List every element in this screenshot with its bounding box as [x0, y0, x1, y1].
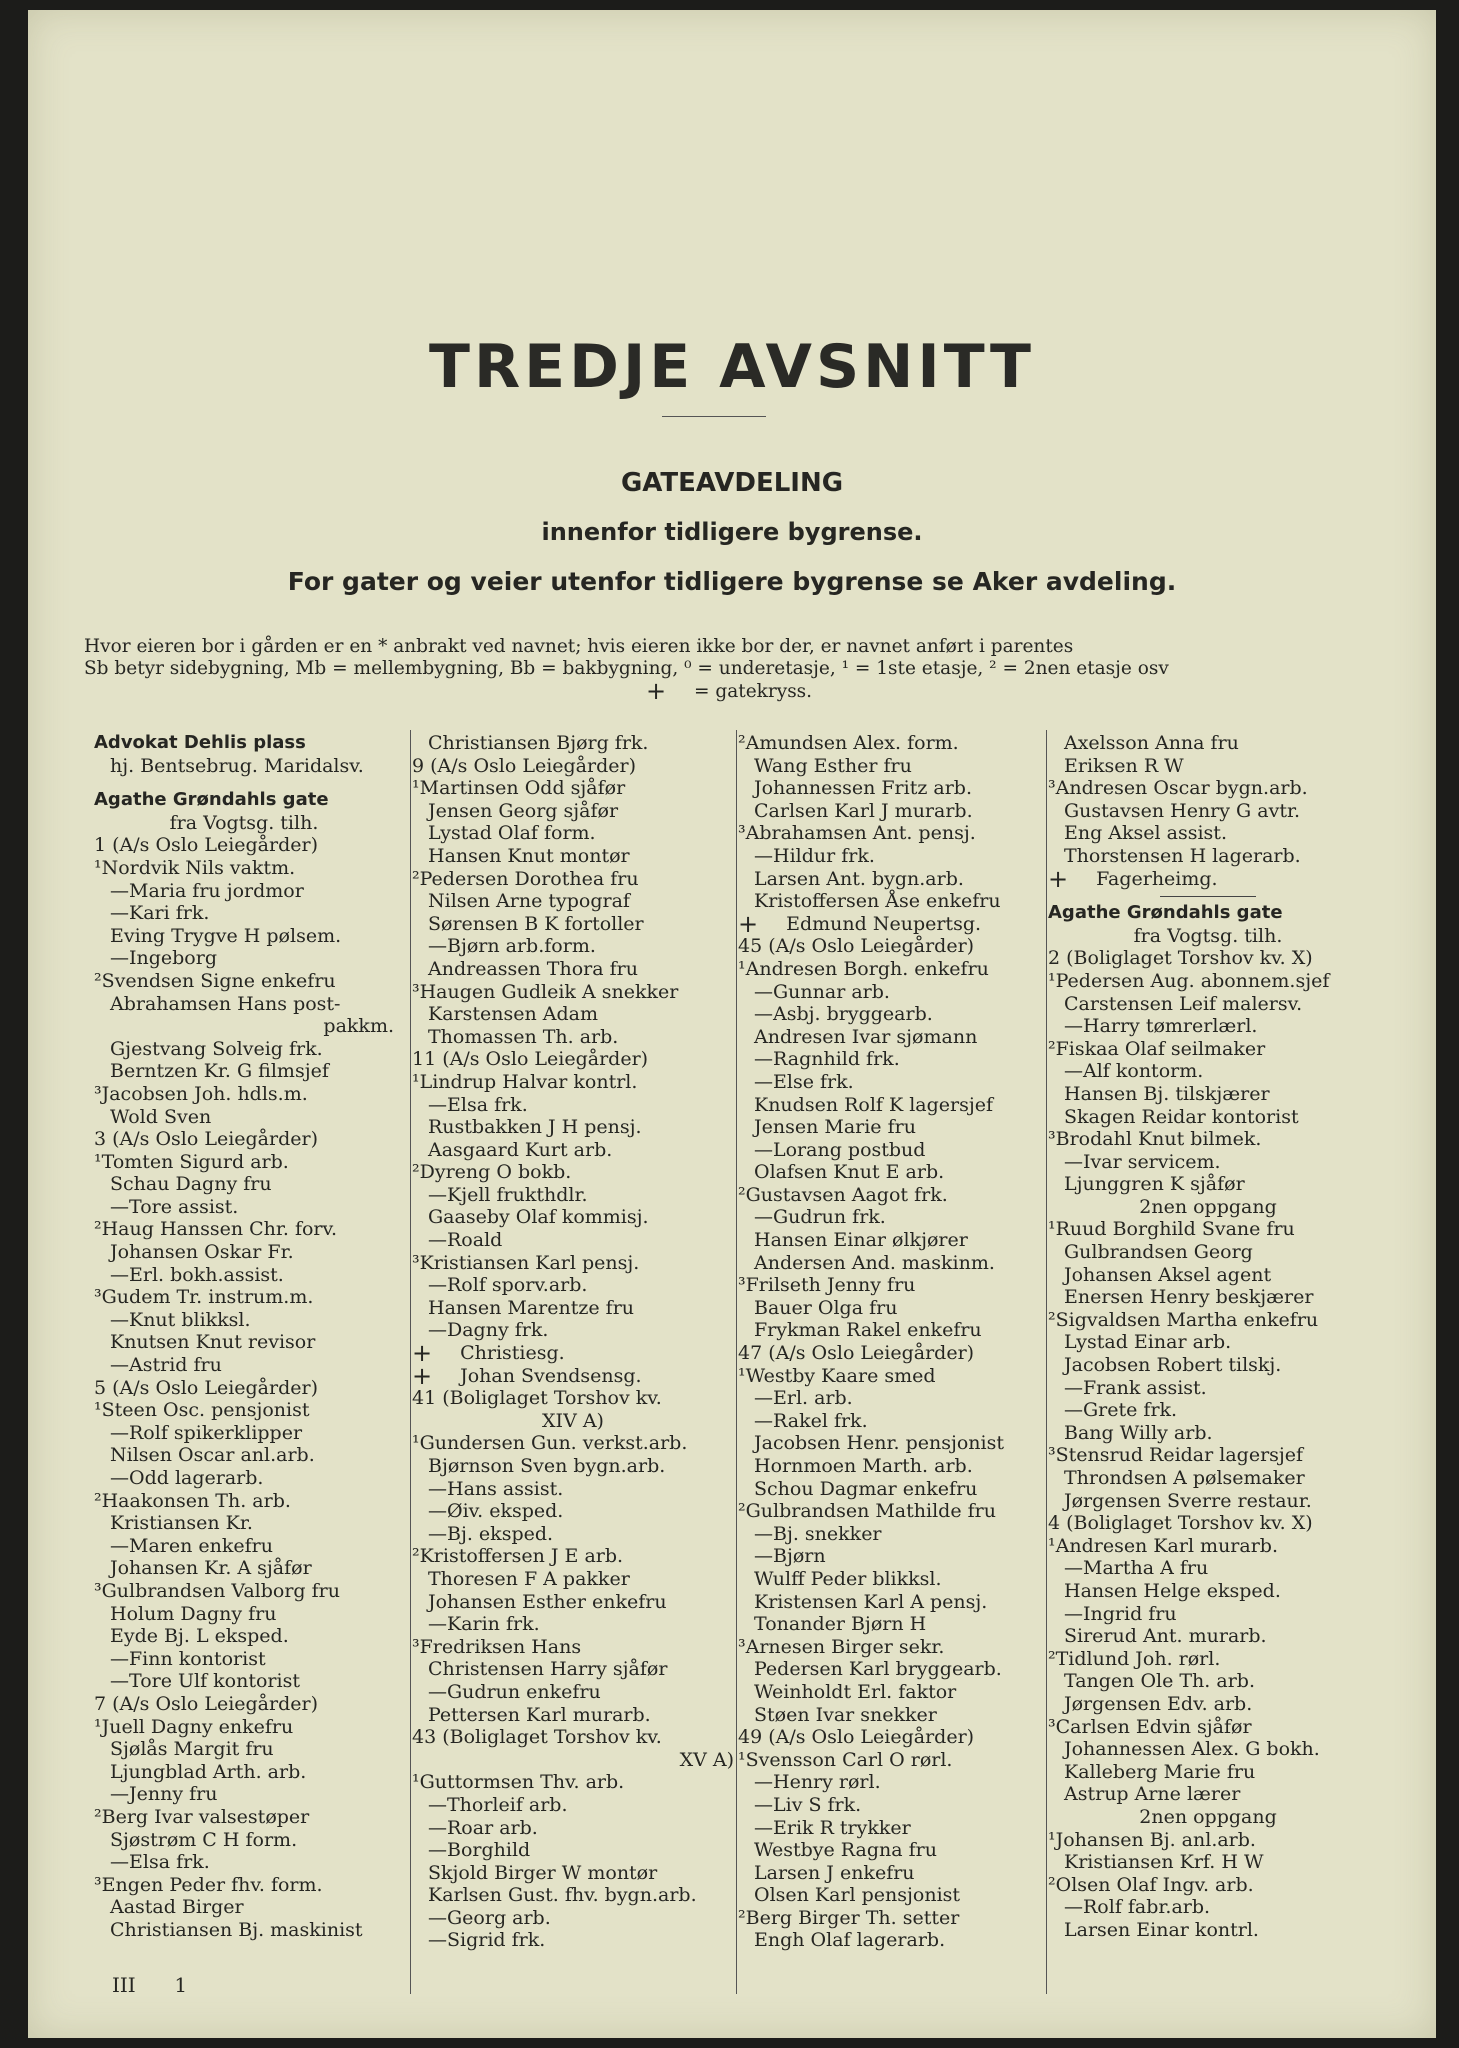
directory-entry: —Harry tømrerlærl.: [1064, 1015, 1258, 1038]
column-divider: [1046, 730, 1047, 1994]
directory-entry: —Elsa frk.: [110, 1851, 210, 1874]
directory-entry: 41 (Boliglaget Torshov kv.: [412, 1387, 662, 1410]
directory-entry: —Elsa frk.: [428, 1093, 528, 1116]
directory-entry: Frykman Rakel enkefru: [754, 1319, 982, 1342]
directory-entry: —Rolf sporv.arb.: [428, 1274, 588, 1297]
directory-entry: Christensen Harry sjåfør: [428, 1658, 668, 1681]
directory-entry: ¹Svensson Carl O rørl.: [738, 1748, 953, 1771]
directory-entry: ²Tidlund Joh. rørl.: [1048, 1647, 1221, 1670]
directory-entry: Schou Dagmar enkefru: [754, 1477, 978, 1500]
directory-entry: Sjølås Margit fru: [110, 1738, 274, 1761]
directory-entry: Kristiansen Kr.: [110, 1512, 253, 1535]
directory-entry: Westbye Ragna fru: [754, 1839, 937, 1862]
directory-entry: ¹Pedersen Aug. abonnem.sjef: [1048, 969, 1330, 992]
directory-entry: —Øiv. eksped.: [428, 1500, 564, 1523]
directory-entry: Johansen Oskar Fr.: [110, 1241, 294, 1264]
page-title: TREDJE AVSNITT: [429, 332, 1035, 402]
directory-entry: —Knut blikksl.: [110, 1308, 251, 1331]
directory-entry: —Finn kontorist: [110, 1647, 266, 1670]
directory-entry: —Ragnhild frk.: [754, 1048, 900, 1071]
directory-entry: Thoresen F A pakker: [428, 1567, 630, 1590]
directory-entry: 4 (Boliglaget Torshov kv. X): [1048, 1512, 1313, 1535]
directory-entry: —Gudrun frk.: [754, 1206, 886, 1229]
directory-entry: —Ingrid fru: [1064, 1602, 1177, 1625]
directory-entry: Kristensen Karl A pensj.: [754, 1590, 988, 1613]
directory-entry: Sjøstrøm C H form.: [110, 1828, 298, 1851]
directory-entry: Hornmoen Marth. arb.: [754, 1455, 973, 1477]
directory-entry: ²Pedersen Dorothea fru: [412, 867, 639, 890]
directory-entry: —Astrid fru: [110, 1354, 222, 1377]
cross-street: [412, 1339, 734, 1368]
directory-entry: 11 (A/s Oslo Leiegårder): [412, 1048, 649, 1071]
directory-entry: Jensen Marie fru: [754, 1116, 916, 1139]
directory-entry: ¹Westby Kaare smed: [738, 1364, 936, 1387]
directory-entry: fra Vogtsg. tilh.: [1133, 924, 1283, 947]
directory-entry: Kristiansen Krf. H W: [1064, 1851, 1264, 1874]
directory-entry: XIV A): [542, 1409, 604, 1432]
cross-street-name: Johan Svendsensg.: [460, 1364, 642, 1387]
directory-entry: —Tore assist.: [110, 1195, 239, 1218]
directory-entry: ²Svendsen Signe enkefru: [94, 969, 336, 992]
directory-entry: ³Brodahl Knut bilmek.: [1048, 1128, 1262, 1151]
directory-entry: ¹Steen Osc. pensjonist: [94, 1399, 310, 1422]
directory-entry: ¹Guttormsen Thv. arb.: [412, 1771, 625, 1794]
directory-entry: ³Frilseth Jenny fru: [738, 1274, 916, 1297]
directory-entry: Skjold Birger W montør: [428, 1861, 658, 1884]
column-4: [1048, 732, 1368, 1941]
directory-entry: ¹Nordvik Nils vaktm.: [94, 856, 296, 879]
column-1: [94, 732, 394, 1941]
directory-entry: Christiansen Bj. maskinist: [110, 1918, 363, 1941]
directory-entry: ²Berg Ivar valsestøper: [94, 1805, 310, 1828]
page-number: 1: [174, 1973, 188, 1997]
directory-entry: fra Vogtsg. tilh.: [169, 811, 319, 834]
legend-line-1: Hvor eieren bor i gården er en * anbrakt ved navnet; hvis eieren ikke bor der, er navnet anført i parentes: [84, 636, 1074, 657]
directory-entry: Andreassen Thora fru: [428, 957, 638, 980]
street-heading: Advokat Dehlis plass: [94, 732, 306, 753]
directory-entry: —Erl. arb.: [754, 1387, 853, 1410]
directory-entry: Astrup Arne lærer: [1064, 1783, 1241, 1806]
directory-entry: —Jenny fru: [110, 1783, 218, 1806]
directory-entry: ¹Ruud Borghild Svane fru: [1048, 1218, 1295, 1241]
directory-entry: —Gunnar arb.: [754, 980, 890, 1003]
directory-entry: 47 (A/s Oslo Leiegårder): [738, 1342, 975, 1365]
column-2: [412, 732, 734, 1952]
directory-entry: ²Gulbrandsen Mathilde fru: [738, 1500, 996, 1523]
directory-entry: —Erl. bokh.assist.: [110, 1263, 284, 1286]
directory-entry: ³Engen Peder fhv. form.: [94, 1873, 323, 1896]
directory-entry: —Roar arb.: [428, 1816, 538, 1839]
directory-entry: —Asbj. bryggearb.: [754, 1003, 933, 1026]
directory-entry: Eving Trygve H pølsem.: [110, 924, 342, 947]
directory-entry: —Ivar servicem.: [1064, 1150, 1221, 1173]
directory-entry: XV A): [679, 1748, 734, 1771]
directory-entry: Johansen Esther enkefru: [428, 1590, 667, 1613]
directory-entry: —Rolf spikerklipper: [110, 1421, 303, 1444]
directory-entry: Olafsen Knut E arb.: [754, 1161, 945, 1184]
directory-entry: —Else frk.: [754, 1070, 854, 1093]
directory-entry: ¹Lindrup Halvar kontrl.: [412, 1070, 638, 1093]
section-heading: GATEAVDELING: [620, 468, 844, 498]
directory-entry: —Borghild: [428, 1839, 531, 1862]
directory-entry: Aastad Birger: [110, 1896, 244, 1919]
directory-entry: Hansen Marentze fru: [428, 1296, 635, 1319]
directory-entry: ¹Tomten Sigurd arb.: [94, 1150, 289, 1173]
legend-line-3: [84, 677, 1374, 705]
directory-entry: Gustavsen Henry G avtr.: [1064, 799, 1300, 822]
street-heading: Agathe Grøndahls gate: [1048, 902, 1283, 924]
directory-entry: Christiansen Bjørg frk.: [428, 732, 649, 754]
directory-entry: —Rakel frk.: [754, 1409, 868, 1432]
directory-entry: ³Kristiansen Karl pensj.: [412, 1251, 640, 1274]
legend-line-3-text: = gatekryss.: [694, 681, 813, 702]
directory-entry: ¹Gundersen Gun. verkst.arb.: [412, 1432, 688, 1455]
directory-entry: —Roald: [428, 1229, 503, 1252]
directory-entry: ³Jacobsen Joh. hdls.m.: [94, 1082, 308, 1105]
cross-street-name: Christiesg.: [460, 1342, 565, 1365]
directory-entry: ²Sigvaldsen Martha enkefru: [1048, 1308, 1319, 1331]
directory-entry: Enersen Henry beskjærer: [1064, 1286, 1314, 1309]
directory-entry: Jacobsen Robert tilskj.: [1064, 1354, 1282, 1377]
directory-entry: Jensen Georg sjåfør: [428, 799, 619, 822]
directory-entry: Ljungblad Arth. arb.: [110, 1760, 307, 1783]
directory-entry: 5 (A/s Oslo Leiegårder): [94, 1376, 318, 1399]
directory-entry: —Frank assist.: [1064, 1376, 1207, 1399]
column-3: [738, 732, 1038, 1952]
directory-entry: Nilsen Arne typograf: [428, 890, 630, 913]
directory-entry: Schau Dagny fru: [110, 1173, 272, 1196]
directory-entry: Johannessen Alex. G bokh.: [1064, 1738, 1320, 1761]
directory-entry: Johansen Aksel agent: [1064, 1263, 1272, 1286]
directory-entry: ²Olsen Olaf Ingv. arb.: [1048, 1873, 1254, 1896]
directory-entry: ²Dyreng O bokb.: [412, 1161, 572, 1184]
directory-entry: ²Haug Hanssen Chr. forv.: [94, 1218, 338, 1241]
section-subtitle: innenfor tidligere bygrense.: [541, 518, 923, 546]
directory-entry: Wang Esther fru: [754, 754, 912, 777]
cross-icon: +: [412, 1339, 433, 1368]
directory-entry: ³Haugen Gudleik A snekker: [412, 980, 679, 1003]
directory-entry: ³Abrahamsen Ant. pensj.: [738, 822, 976, 845]
directory-entry: Sørensen B K fortoller: [428, 912, 644, 935]
directory-entry: 3 (A/s Oslo Leiegårder): [94, 1128, 318, 1151]
cross-street-name: Fagerheimg.: [1096, 867, 1218, 890]
directory-entry: Larsen Einar kontrl.: [1064, 1918, 1259, 1941]
directory-entry: Jørgensen Edv. arb.: [1064, 1692, 1253, 1715]
directory-entry: ²Kristoffersen J E arb.: [412, 1545, 624, 1568]
section-note: For gater og veier utenfor tidligere bygrense se Aker avdeling.: [287, 567, 1177, 596]
directory-entry: ³Gulbrandsen Valborg fru: [94, 1579, 340, 1602]
directory-entry: Hansen Helge eksped.: [1064, 1579, 1281, 1602]
directory-entry: —Sigrid frk.: [428, 1929, 546, 1952]
directory-entry: 2nen oppgang: [1139, 1195, 1277, 1218]
directory-entry: ³Arnesen Birger sekr.: [738, 1635, 945, 1658]
directory-entry: Wold Sven: [110, 1105, 212, 1128]
directory-entry: Gjestvang Solveig frk.: [110, 1037, 323, 1060]
directory-entry: 45 (A/s Oslo Leiegårder): [738, 935, 975, 958]
cross-icon: +: [738, 909, 759, 938]
directory-entry: Pettersen Karl murarb.: [428, 1703, 651, 1726]
directory-entry: ¹Juell Dagny enkefru: [94, 1715, 294, 1738]
title-divider: [662, 416, 766, 417]
directory-entry: Sirerud Ant. murarb.: [1064, 1625, 1267, 1648]
directory-entry: 7 (A/s Oslo Leiegårder): [94, 1692, 318, 1715]
directory-entry: —Henry rørl.: [754, 1771, 881, 1794]
directory-entry: Johansen Kr. A sjåfør: [110, 1557, 312, 1580]
directory-entry: —Bj. eksped.: [428, 1522, 554, 1545]
directory-entry: Carlsen Karl J murarb.: [754, 799, 973, 822]
directory-entry: Karstensen Adam: [428, 1003, 598, 1026]
directory-entry: Tonander Bjørn H: [754, 1613, 927, 1636]
directory-entry: ²Fiskaa Olaf seilmaker: [1048, 1037, 1266, 1060]
directory-entry: ²Amundsen Alex. form.: [738, 732, 959, 754]
directory-entry: Weinholdt Erl. faktor: [754, 1680, 957, 1703]
directory-entry: —Lorang postbud: [754, 1138, 926, 1161]
directory-entry: ³Carlsen Edvin sjåfør: [1048, 1715, 1252, 1738]
directory-entry: Karlsen Gust. fhv. bygn.arb.: [428, 1884, 697, 1907]
directory-entry: Carstensen Leif malersv.: [1064, 992, 1303, 1015]
directory-entry: Berntzen Kr. G filmsjef: [110, 1060, 329, 1083]
directory-entry: ²Berg Birger Th. setter: [738, 1906, 960, 1929]
directory-entry: Wulff Peder blikksl.: [754, 1567, 942, 1590]
directory-entry: Hansen Einar ølkjører: [754, 1229, 968, 1252]
directory-entry: —Erik R trykker: [754, 1816, 911, 1839]
street-divider: [1048, 890, 1368, 902]
directory-entry: ³Stensrud Reidar lagersjef: [1048, 1444, 1304, 1467]
directory-entry: Knutsen Knut revisor: [110, 1331, 316, 1354]
directory-entry: —Dagny frk.: [428, 1319, 549, 1342]
directory-entry: —Ingeborg: [110, 947, 217, 970]
directory-entry: Gulbrandsen Georg: [1064, 1241, 1253, 1264]
directory-entry: Larsen Ant. bygn.arb.: [754, 867, 964, 890]
directory-entry: Tangen Ole Th. arb.: [1064, 1670, 1255, 1693]
directory-entry: hj. Bentsebrug. Maridalsv.: [110, 754, 364, 777]
directory-entry: 43 (Boliglaget Torshov kv.: [412, 1726, 662, 1749]
legend: [84, 636, 1374, 703]
directory-entry: —Alf kontorm.: [1064, 1060, 1204, 1083]
directory-entry: —Liv S frk.: [754, 1793, 862, 1816]
directory-entry: 49 (A/s Oslo Leiegårder): [738, 1726, 975, 1749]
directory-entry: Eriksen R W: [1064, 754, 1184, 777]
directory-entry: Jacobsen Henr. pensjonist: [754, 1432, 1005, 1455]
directory-entry: ¹Martinsen Odd sjåfør: [412, 777, 626, 800]
directory-entry: 1 (A/s Oslo Leiegårder): [94, 834, 318, 857]
directory-entry: ¹Johansen Bj. anl.arb.: [1048, 1828, 1256, 1851]
directory-entry: Lystad Einar arb.: [1064, 1331, 1232, 1354]
directory-entry: —Maren enkefru: [110, 1534, 273, 1557]
directory-entry: 9 (A/s Oslo Leiegårder): [412, 754, 636, 777]
directory-entry: Bang Willy arb.: [1064, 1421, 1213, 1444]
directory-entry: —Hildur frk.: [754, 844, 875, 867]
directory-entry: Andresen Ivar sjømann: [754, 1025, 978, 1048]
directory-entry: Kristoffersen Åse enkefru: [754, 890, 1001, 913]
directory-entry: Bauer Olga fru: [754, 1296, 898, 1319]
directory-entry: Thomassen Th. arb.: [428, 1025, 619, 1048]
directory-entry: pakkm.: [323, 1015, 394, 1038]
directory-entry: Larsen J enkefru: [754, 1861, 915, 1884]
directory-entry: —Grete frk.: [1064, 1399, 1178, 1422]
directory-entry: Rustbakken J H pensj.: [428, 1116, 642, 1139]
column-divider: [410, 730, 411, 1994]
directory-entry: —Bjørn arb.form.: [428, 935, 596, 958]
cross-icon: +: [1048, 864, 1069, 893]
directory-entry: 2 (Boliglaget Torshov kv. X): [1048, 947, 1313, 970]
directory-entry: Lystad Olaf form.: [428, 822, 596, 845]
directory-entry: —Martha A fru: [1064, 1557, 1209, 1580]
cross-street-name: Edmund Neupertsg.: [786, 912, 982, 935]
directory-entry: Olsen Karl pensjonist: [754, 1884, 961, 1907]
directory-entry: —Maria fru jordmor: [110, 879, 304, 902]
directory-entry: Aasgaard Kurt arb.: [428, 1138, 613, 1161]
directory-entry: ¹Andresen Karl murarb.: [1048, 1534, 1279, 1557]
directory-entry: Ljunggren K sjåfør: [1064, 1173, 1245, 1196]
directory-entry: Støen Ivar snekker: [754, 1703, 937, 1726]
directory-entry: —Hans assist.: [428, 1477, 564, 1500]
directory-entry: Throndsen A pølsemaker: [1064, 1467, 1305, 1489]
directory-page: [28, 10, 1436, 2038]
directory-entry: —Kjell frukthdlr.: [428, 1183, 588, 1206]
directory-entry: ¹Andresen Borgh. enkefru: [738, 957, 989, 980]
directory-entry: —Georg arb.: [428, 1906, 551, 1929]
directory-entry: —Tore Ulf kontorist: [110, 1670, 300, 1693]
directory-entry: Skagen Reidar kontorist: [1064, 1105, 1299, 1128]
directory-entry: —Thorleif arb.: [428, 1793, 568, 1816]
directory-entry: Pedersen Karl bryggearb.: [754, 1658, 1002, 1681]
directory-entry: —Bjørn: [754, 1545, 826, 1568]
directory-entry: Thorstensen H lagerarb.: [1064, 844, 1301, 867]
cross-street: [1048, 864, 1368, 893]
directory-entry: ³Fredriksen Hans: [412, 1635, 582, 1658]
directory-entry: Nilsen Oscar anl.arb.: [110, 1444, 315, 1467]
directory-entry: —Karin frk.: [428, 1613, 540, 1636]
directory-entry: —Kari frk.: [110, 902, 210, 925]
cross-street: [412, 1361, 734, 1390]
legend-line-2: Sb betyr sidebygning, Mb = mellembygning, Bb = bakbygning, ⁰ = underetasje, ¹ = 1ste etasje, ² = 2nen etasje osv: [84, 658, 1169, 679]
directory-entry: —Gudrun enkefru: [428, 1680, 601, 1703]
directory-entry: Eyde Bj. L eksped.: [110, 1625, 289, 1648]
directory-entry: —Bj. snekker: [754, 1522, 882, 1545]
directory-entry: Gaaseby Olaf kommisj.: [428, 1206, 649, 1229]
directory-entry: ³Andresen Oscar bygn.arb.: [1048, 777, 1308, 800]
page-footer: [112, 1973, 187, 1997]
directory-entry: ²Haakonsen Th. arb.: [94, 1489, 291, 1512]
directory-entry: Johannessen Fritz arb.: [754, 777, 972, 800]
directory-entry: —Odd lagerarb.: [110, 1467, 264, 1489]
directory-entry: 2nen oppgang: [1139, 1805, 1277, 1828]
directory-entry: Kalleberg Marie fru: [1064, 1760, 1256, 1783]
directory-entry: Hansen Knut montør: [428, 844, 630, 867]
spacer: [94, 777, 394, 789]
directory-entry: ³Gudem Tr. instrum.m.: [94, 1286, 314, 1309]
directory-entry: Bjørnson Sven bygn.arb.: [428, 1455, 666, 1477]
directory-entry: Holum Dagny fru: [110, 1602, 277, 1625]
directory-entry: Abrahamsen Hans post-: [110, 992, 341, 1015]
directory-entry: Jørgensen Sverre restaur.: [1064, 1489, 1312, 1512]
directory-entry: Andersen And. maskinm.: [754, 1251, 995, 1274]
cross-icon: +: [645, 677, 667, 705]
cross-street: [738, 909, 1038, 938]
directory-entry: —Rolf fabr.arb.: [1064, 1896, 1211, 1919]
directory-entry: Hansen Bj. tilskjærer: [1064, 1082, 1270, 1105]
directory-entry: ²Gustavsen Aagot frk.: [738, 1183, 948, 1206]
column-divider: [736, 730, 737, 1994]
cross-icon: +: [412, 1361, 433, 1390]
directory-entry: Eng Aksel assist.: [1064, 822, 1227, 845]
street-heading: Agathe Grøndahls gate: [94, 789, 329, 811]
section-mark: III: [112, 1973, 136, 1997]
directory-entry: Axelsson Anna fru: [1064, 732, 1239, 754]
directory-entry: Engh Olaf lagerarb.: [754, 1929, 946, 1952]
directory-entry: Knudsen Rolf K lagersjef: [754, 1093, 994, 1116]
